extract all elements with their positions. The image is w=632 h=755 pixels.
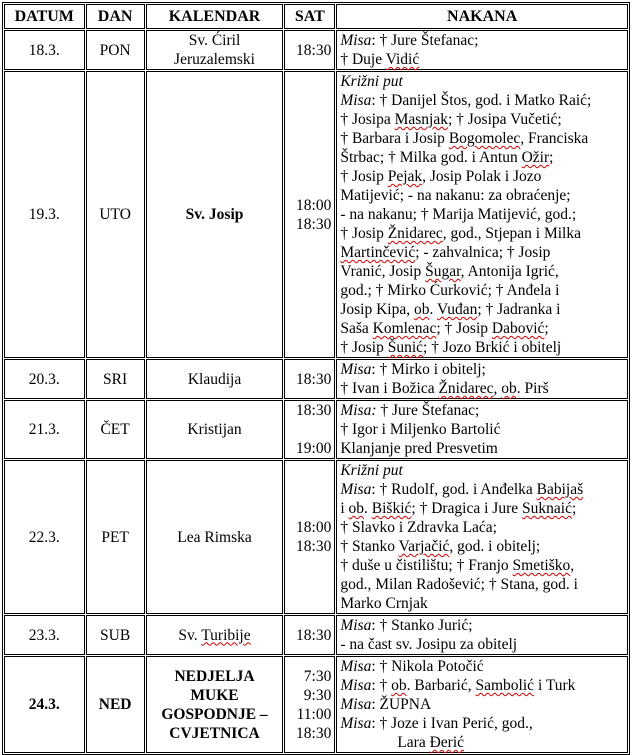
misspelled-word: Šugar [425, 263, 461, 280]
calendar-cell [146, 615, 284, 655]
intention-text: Lara [397, 734, 430, 751]
intention-text: : ŽUPNA [371, 696, 432, 713]
intention-line [340, 518, 624, 537]
time-cell [284, 71, 335, 358]
calendar-cell [146, 460, 284, 614]
intention-line [340, 300, 624, 319]
intention-text: : † Nikola Potočić [371, 658, 484, 675]
calendar-cell [146, 71, 284, 358]
misspelled-word: Masnjak [394, 111, 448, 128]
intention-line [340, 594, 624, 613]
intention-line [340, 676, 624, 695]
intention-line [340, 31, 624, 50]
intention-text: † Ivan i Božica [340, 380, 439, 397]
intention-text: i [340, 500, 349, 517]
intention-text: , [493, 380, 502, 397]
time-value: 18:00 [296, 196, 332, 214]
intention-text: , [570, 557, 575, 574]
schedule-wrapper [2, 2, 630, 755]
intention-text: - na nakanu; † Marija Matijević, god.; [340, 206, 577, 223]
table-row [4, 615, 628, 655]
intention-text: ; † Josipa Vučetić; [447, 111, 562, 128]
time-value: 18:30 [296, 370, 332, 388]
intention-text: Štrbac; † Milka god. i Antun [340, 149, 522, 166]
day-cell: UTO [86, 71, 145, 358]
intention-text: - na čast sv. Josipu za obitelj [340, 636, 518, 653]
intention-text: . [364, 500, 372, 517]
schedule-body [4, 30, 628, 753]
intention-text: Matijević; - na nakanu: za obraćenje; [340, 187, 571, 204]
time-value: 11:00 [296, 705, 332, 723]
misspelled-word: ob [413, 301, 430, 318]
intention-line [340, 319, 624, 338]
intention-text: : † [371, 677, 392, 694]
day-cell: PET [86, 460, 145, 614]
intention-text: † Josip [340, 225, 388, 242]
intention-text: : † Rudolf, god. i Anđelka [371, 481, 537, 498]
header-datum: DATUM [4, 4, 85, 29]
misspelled-word: Žnidarec [438, 380, 494, 397]
intention-italic: Križni put [340, 462, 403, 479]
date-cell: 20.3. [4, 359, 85, 399]
time-value: 18:30 [296, 626, 332, 644]
calendar-line: Lea Rimska [177, 528, 252, 546]
intention-text: : † Joze i Ivan Perić, god., [371, 715, 533, 732]
intention-line [340, 733, 624, 752]
time-value: 18:30 [296, 724, 332, 742]
time-cell [284, 460, 335, 614]
calendar-line: Sv. Ćiril [188, 32, 241, 49]
time-cell [284, 400, 335, 459]
intention-line [340, 537, 624, 556]
date-cell: 21.3. [4, 400, 85, 459]
intention-text: Klanjanje pred Presvetim [340, 440, 498, 457]
intention-line [340, 401, 624, 420]
misspelled-word: Komlenac [372, 320, 437, 337]
time-value: 18:30 [296, 402, 332, 419]
intention-text: Saša [340, 320, 373, 337]
intention-line [340, 50, 624, 69]
header-nakana: NAKANA [336, 4, 628, 29]
intention-cell [336, 400, 628, 459]
intention-text: ; [549, 149, 554, 166]
intention-line [340, 243, 624, 262]
date-cell: 23.3. [4, 615, 85, 655]
intention-line [340, 72, 624, 91]
misspelled-word: Bogomolec [448, 130, 521, 147]
time-cell [284, 615, 335, 655]
intention-text: † Barbara i Josip [340, 130, 449, 147]
intention-text: Marko Crnjak [340, 595, 428, 612]
intention-line [340, 499, 624, 518]
misspelled-word: Dabović [491, 320, 545, 337]
time-value: 9:30 [303, 686, 332, 704]
calendar-cell [146, 400, 284, 459]
misspelled-word: Sambolić [475, 677, 535, 694]
intention-text: ; † Jozo Brkić i obitelj [423, 339, 562, 356]
misspelled-word: Babijaš [536, 481, 584, 498]
intention-cell [336, 615, 628, 655]
intention-cell [336, 359, 628, 399]
intention-cell [336, 656, 628, 753]
intention-text: ; † Dragica i Jure [411, 500, 523, 517]
table-row [4, 71, 628, 358]
table-row [4, 400, 628, 459]
calendar-cell [146, 656, 284, 753]
intention-text: . Pirš [516, 380, 549, 397]
intention-text: † Slavko i Zdravka Laća; [340, 519, 497, 536]
time-value: 19:00 [296, 440, 332, 457]
intention-text: god., Milan Radošević; † Stana, god. i [340, 576, 578, 593]
time-value: 18:30 [296, 538, 332, 555]
calendar-text: Sv. [178, 626, 202, 644]
misspelled-word: Suknaić [522, 500, 572, 517]
intention-line [340, 91, 624, 110]
calendar-line: GOSPODNJE – [161, 705, 268, 723]
intention-text: ; - zahvalnica; † Josip [415, 244, 551, 261]
intention-line [340, 657, 624, 676]
mass-label: Misa [340, 32, 372, 49]
intention-text: i Turk [534, 677, 576, 694]
misspelled-word: ob [391, 677, 407, 694]
intention-line [340, 635, 624, 654]
calendar-line: CVJETNICA [169, 724, 260, 742]
intention-text: Vranić, Josip [340, 263, 426, 280]
intention-text: † Igor i Miljenko Bartolić [340, 421, 501, 438]
time-cell [284, 359, 335, 399]
intention-text: : † Stanko Jurić; [371, 617, 473, 634]
intention-text: : † Danijel Štos, god. i Matko Raić; [371, 92, 592, 109]
mass-label: Misa [340, 481, 372, 498]
date-cell: 22.3. [4, 460, 85, 614]
intention-line [340, 262, 624, 281]
intention-line [340, 379, 624, 398]
intention-line [340, 616, 624, 635]
intention-text: † Josip [340, 339, 388, 356]
intention-cell [336, 460, 628, 614]
misspelled-word: Varjačić [398, 538, 450, 555]
intention-line [340, 205, 624, 224]
date-cell: 19.3. [4, 71, 85, 358]
calendar-line: NEDJELJA [174, 667, 255, 685]
calendar-line: Klaudija [187, 370, 242, 388]
intention-line [340, 338, 624, 357]
intention-text: ; [544, 320, 549, 337]
mass-label: Misa [340, 677, 372, 694]
intention-text: † Josipa [340, 111, 395, 128]
intention-line [340, 186, 624, 205]
intention-text: , Josip Polak i Jozo [422, 168, 542, 185]
header-dan: DAN [86, 4, 145, 29]
date-cell: 24.3. [4, 656, 85, 753]
intention-italic: Križni put [340, 73, 403, 90]
calendar-line: Sv. Josip [185, 206, 244, 223]
intention-text: . Barbarić, [406, 677, 476, 694]
mass-label: Misa [340, 92, 372, 109]
mass-label: Misa [340, 696, 372, 713]
intention-text: † Josip [340, 168, 388, 185]
misspelled-word: Šunić [387, 339, 424, 356]
table-row [4, 460, 628, 614]
intention-line [340, 575, 624, 594]
intention-text: ; [571, 500, 577, 517]
intention-line [340, 224, 624, 243]
mass-label: Misa [340, 715, 372, 732]
misspelled-word: Đerić [429, 734, 465, 751]
intention-line [340, 461, 624, 480]
intention-text: Josip Kipa, [340, 301, 414, 318]
table-row [4, 359, 628, 399]
intention-cell [336, 30, 628, 70]
calendar-line: Jeruzalemski [174, 51, 255, 68]
intention-line [340, 360, 624, 379]
day-cell: SRI [86, 359, 145, 399]
intention-line [340, 148, 624, 167]
intention-text: † duše u čistilištu; † Franjo [340, 557, 513, 574]
intention-line [340, 439, 624, 458]
intention-text: † Jure Štefanac; [376, 402, 480, 419]
intention-text: † Duje [340, 51, 386, 68]
header-sat: SAT [284, 4, 335, 29]
intention-text: ; † Jadranka i [477, 301, 561, 318]
intention-text: ; † Josip [436, 320, 492, 337]
time-value: 7:30 [303, 667, 332, 685]
intention-text: god.; † Mirko Ćurković; † Anđela i [340, 282, 560, 299]
misspelled-word: Vidić [385, 51, 420, 68]
mass-schedule-table [2, 2, 630, 755]
misspelled-word: Žnidarec [387, 225, 443, 242]
intention-text: , Antonija Igrić, [460, 263, 559, 280]
misspelled-word: ob [348, 500, 365, 517]
time-spacer [288, 420, 331, 439]
intention-text: : † Jure Štefanac; [371, 32, 479, 49]
day-cell: ČET [86, 400, 145, 459]
intention-text: † Stanko [340, 538, 399, 555]
time-value: 18:00 [296, 519, 332, 536]
intention-line [340, 556, 624, 575]
intention-line [340, 281, 624, 300]
intention-text: . [429, 301, 437, 318]
calendar-cell [146, 359, 284, 399]
intention-line [340, 110, 624, 129]
misspelled-word: ob [501, 380, 517, 397]
intention-text: : † Mirko i obitelj; [371, 361, 486, 378]
intention-line [340, 167, 624, 186]
intention-cell [336, 71, 628, 358]
mass-label: Misa [340, 658, 372, 675]
misspelled-word: Pejak [387, 168, 423, 185]
header-row [4, 4, 628, 29]
misspelled-word: Ožir [521, 149, 550, 166]
time-value: 18:30 [296, 215, 332, 233]
calendar-line: Kristijan [187, 421, 242, 438]
misspelled-word: Vuđan [436, 301, 478, 318]
header-kalendar: KALENDAR [146, 4, 284, 29]
mass-label: Misa [340, 617, 372, 634]
intention-line [340, 695, 624, 714]
intention-line [340, 129, 624, 148]
mass-label: Misa: [340, 402, 377, 419]
mass-label: Misa [340, 361, 372, 378]
time-cell [284, 30, 335, 70]
calendar-line: MUKE [190, 686, 239, 704]
intention-text: , god. i obitelj; [449, 538, 541, 555]
date-cell: 18.3. [4, 30, 85, 70]
intention-line [340, 480, 624, 499]
misspelled-word: Martinčević [340, 244, 416, 261]
table-row [4, 30, 628, 70]
calendar-cell [146, 30, 284, 70]
calendar-text-misspelled: Turibije [201, 626, 251, 644]
day-cell: SUB [86, 615, 145, 655]
intention-text: , god., Stjepan i Milka [442, 225, 581, 242]
intention-line [340, 420, 624, 439]
misspelled-word: Biškić [371, 500, 412, 517]
day-cell: NED [86, 656, 145, 753]
time-cell [284, 656, 335, 753]
intention-text: , Franciska [520, 130, 589, 147]
misspelled-word: Smetiško [512, 557, 571, 574]
day-cell: PON [86, 30, 145, 70]
time-value: 18:30 [296, 41, 332, 59]
table-row [4, 656, 628, 753]
